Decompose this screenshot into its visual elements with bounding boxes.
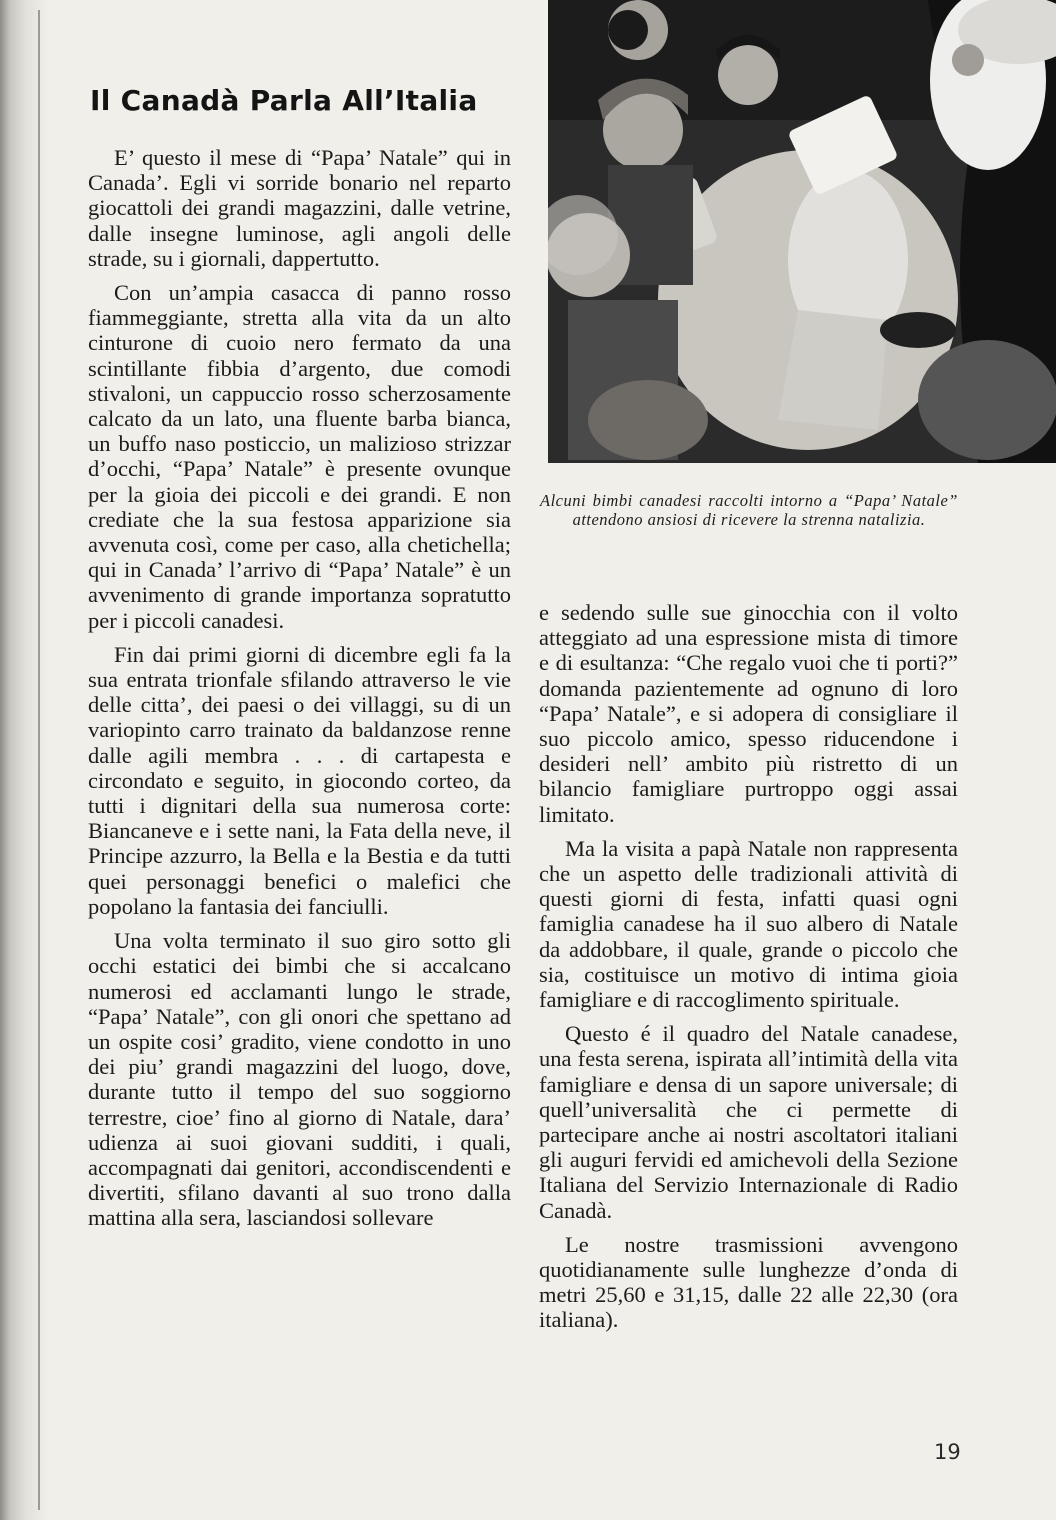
paragraph: Una volta terminato il suo giro sotto gli occhi estatici dei bimbi che si accalcano numerosi ed acclamanti lungo le strade, “Papa’ Natale”, con gli onori che spettano ad un ospite cosi’ gradito, viene condotto in uno dei piu’ grandi magazzini del luogo, dove, durante tutto il tempo del suo soggiorno terrestre, cioe’ fino al giorno di Natale, dara’ udienza ai suoi giovani sudditi, i quali, accompagnati dai genitori, accondiscendenti e divertiti, sfilano davanti al suo trono dalla mattina alla sera, lasciandosi sollevare [88,928,511,1231]
page-number: 19 [934,1440,961,1464]
paragraph: Con un’ampia casacca di panno rosso fiammeggiante, stretta alla vita da un alto cinturone di cuoio nero fermato da una scintillante fibbia d’argento, due comodi stivaloni, un cappuccio rosso scherzosamente calcato da un lato, una fluente barba bianca, un buffo naso posticcio, un malizioso strizzar d’occhi, “Papa’ Natale” è presente ovunque per la gioia dei piccoli e dei grandi. E non crediate che la sua festosa apparizione sia avvenuta così, come per caso, alla chetichella; qui in Canada’ l’arrivo di “Papa’ Natale” è un avvenimento di grande importanza sopratutto per i piccoli canadesi. [88,280,511,633]
right-text-column [539,600,958,1342]
left-text-column [88,145,511,1240]
paragraph: E’ questo il mese di “Papa’ Natale” qui in Canada’. Egli vi sorride bonario nel reparto giocattoli dei grandi magazzini, dalle vetrine, dalle insegne luminose, agli angoli delle strade, su i giornali, dappertutto. [88,145,511,271]
binding-fold-line [38,10,40,1510]
paragraph: Questo é il quadro del Natale canadese, una festa serena, ispirata all’intimità della vita famigliare e densa di un sapore universale; di quell’universalità che ci permette di partecipare anche ai nostri ascoltatori italiani gli auguri fervidi ed amichevoli della Sezione Italiana del Servizio Internazionale di Radio Canadà. [539,1021,958,1223]
photo-illustration [548,0,1056,463]
paragraph: Ma la visita a papà Natale non rappresenta che un aspetto delle tradizionali attività di questi giorni di festa, infatti quasi ogni famiglia canadese ha il suo albero di Natale da addobbare, il quale, grande o piccolo che sia, costituisce un motivo di intima gioia famigliare e di raccoglimento spirituale. [539,835,958,1013]
paragraph: Le nostre trasmissioni avvengono quotidianamente sulle lunghezze d’onda di metri 25,60 e 31,15, dalle 22 alle 22,30 (ora italiana). [539,1231,958,1333]
santa-children-photo [548,0,1056,463]
photo-caption: Alcuni bimbi canadesi raccolti intorno a “Papa’ Natale” attendono ansiosi di ricevere la strenna natalizia. [540,491,958,529]
paragraph: e sedendo sulle sue ginocchia con il volto atteggiato ad una espressione mista di timore e di esultanza: “Che regalo vuoi che ti porti?” domanda pazientemente ad ognuno di loro “Papa’ Natale”, e si adopera di consigliare il suo piccolo amico, spesso riducendone i desideri nell’ ambito più ristretto di un bilancio famigliare purtroppo oggi assai limitato. [539,600,958,827]
paragraph: Fin dai primi giorni di dicembre egli fa la sua entrata trionfale sfilando attraverso le vie delle citta’, dei paesi o dei villaggi, su di un variopinto carro trainato da baldanzose renne dalle agili membra . . . di cartapesta e circondato e seguito, in giocondo corteo, da tutti i dignitari della sua numerosa corte: Biancaneve e i sette nani, la Fata della neve, il Principe azzurro, la Bella e la Bestia e da tutti quei personaggi benefici o malefici che popolano la fantasia dei fanciulli. [88,641,511,919]
article-title: Il Canadà Parla All’Italia [90,84,478,117]
